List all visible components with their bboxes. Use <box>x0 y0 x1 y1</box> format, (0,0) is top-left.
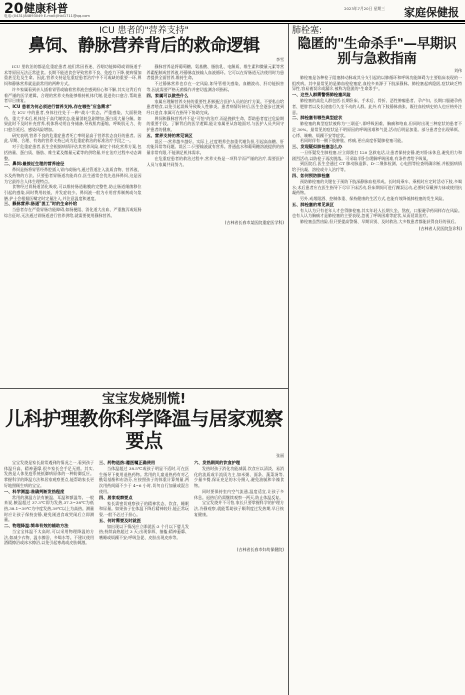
article-body <box>292 75 462 225</box>
paragraph: 肺栓塞的典型症状被称为"三联征",即呼吸困难、胸痛和咯血,但同时出现三种症状的患者不足 30%。最常见的症状是不明原因的呼吸困难和气促,活动后明显加重。部分患者会出现晕厥、心悸、咳嗽、烦躁不安等症状。 <box>292 121 462 138</box>
article-byline: 张丽 <box>276 453 284 458</box>
paragraph: 在 ICU 中的患者,身体往往处于一种"战斗"状态。严重感染、大面积烧伤、重大手术后,机体处于高代谢状态,能量消耗急剧增加,蛋白质大量分解。如果此时不及时补充营养,机体将动用自身储备,导致肌肉萎缩、呼吸肌无力、伤口愈合延迟、感染风险增加。 <box>4 109 142 133</box>
article-byline: 李雪 <box>276 57 284 62</box>
article-headline: 鼻饲、静脉营养背后的救命逻辑 <box>28 36 260 56</box>
paragraph: 肺栓塞是各种栓子阻塞肺动脉或其分支引起的以肺循环和呼吸功能障碍为主要临床表现的一组疾病。其中最常见的是肺血栓栓塞症,血栓多来源于下肢深静脉。肺栓塞起病隐匿,症状缺乏特异性,容易被误诊或漏诊,被称为隐匿的"生命杀手"。 <box>292 75 462 92</box>
paragraph: 一旦怀疑发生肺栓塞,应立即拨打 120 急救电话,让患者保持安静,绝对卧床休息,避免用力和剧烈活动,以防栓子再次脱落。可采取半卧位缓解呼吸困难,有条件者给予吸氧。 <box>292 150 462 161</box>
article-kicker: ICU 患者的"营养支持" <box>99 26 189 36</box>
newspaper-name: 家庭保健报 <box>404 6 459 19</box>
article-credit: (吉林省人民医院急诊科) <box>418 225 462 231</box>
paragraph: 当宝宝体温不太高时,可以采用物理降温的方法,如减少衣物、温水擦浴、多喝水等。不建议使用酒精擦浴或冰水擦浴,以免引起寒战或皮肤刺激。 <box>4 529 94 546</box>
article-kicker: 宝宝发烧别慌! <box>102 392 186 407</box>
paragraph: 另外,戒烟限酒、控制体重、保持健康的生活方式,也能有效降低肺栓塞的发生风险。 <box>300 195 447 201</box>
page-header <box>0 0 465 22</box>
paragraph: 常用的测温方法有腋温、耳温和额温等。一般来说,腋温超过 37.3℃即为发热,37.3~38℃为低热,38.1~39℃为中度发热,39℃以上为高热。测量时应让孩子保持安静,避免刚进食或哭闹后立即测量。 <box>4 494 94 523</box>
paragraph: 鼻饲是指将胃管经鼻腔插入胃内或肠内,通过管道注入流质食物、营养液、水及药物的方法。只要患者胃肠道功能尚存,医生通常会优先选择鼻饲,这是因为它最符合人体生理特点。 <box>4 167 142 184</box>
header-rule <box>0 20 465 22</box>
subheading: 六、发热期间的饮食护理 <box>194 460 241 465</box>
article-kicker: 肺栓塞: <box>292 26 323 36</box>
issue-date: 2023年7月20日 星期三 <box>344 6 385 11</box>
subheading: 五、肺栓塞的常见误区 <box>292 201 334 207</box>
article-icu-nutrition <box>4 26 284 226</box>
text-column <box>4 460 94 546</box>
page-number: 20 <box>4 1 24 17</box>
text-column <box>4 64 142 219</box>
article-byline: 刘伟 <box>454 68 462 73</box>
paragraph: 鼻饲和静脉营养并不是"可怕"的治疗,而是挽救生命、帮助患者度过危险期的重要手段。了解背后的医学逻辑,能让家属更从容地面对,与医护人员共同守护患者的健康。 <box>146 115 284 133</box>
subheading: 四、如何预防肺栓塞 <box>292 172 330 178</box>
article-headline: 隐匿的"生命杀手"—早期识别与急救指南 <box>297 36 457 67</box>
page-section-title: 健康科普 <box>24 2 68 15</box>
subheading: 四、居家观察要点 <box>99 494 133 500</box>
subheading: 二、物理降温:简单有效的辅助方法 <box>4 523 69 529</box>
paragraph: 在危重症患者的救治过程中,营养支持是一项科学而严谨的治疗,需要医护人员与家属共同努力。 <box>146 155 284 167</box>
subheading: 三、药物退热:遵医嘱正确使用 <box>99 460 156 465</box>
paragraph: 研究表明,营养不良的危重症患者死亡率明显高于营养状态良好的患者。因此,早期、合理、有效的营养支持已成为危重症救治的标准治疗手段之一。 <box>4 132 142 144</box>
text-column <box>147 64 285 219</box>
article-body <box>4 460 284 546</box>
paragraph: 发热时孩子消化功能减弱,饮食应以清淡、易消化的流质或半流质为主,如米粥、面条、蔬菜汤等,少量多餐,保证充足的水分摄入,避免油腻和辛辣食物。 <box>194 466 284 489</box>
paragraph: 宝宝发烧并不可怕,家长只要掌握科学的护理方法,冷静观察,就能帮助孩子顺利度过发热期,早日恢复健康。 <box>194 500 284 517</box>
subheading: 二、肺栓塞有哪些典型症状 <box>292 115 343 121</box>
subheading: 一、科学测温:准确判断发热程度 <box>4 488 65 494</box>
paragraph: 当患者存在严重胃肠功能障碍,如肠梗阻、消化道大出血、严重腹泻或短肠综合征时,无法通过胃肠道进行营养供给,就需要使用静脉营养。 <box>4 207 142 219</box>
text-column <box>99 460 189 546</box>
column-divider <box>288 24 289 695</box>
contact-info: 电话:(0431)84893049 E-mail:jlhbl1711@qq.com <box>4 14 90 18</box>
subheading: 四、家属可以做些什么 <box>146 92 189 98</box>
text-column <box>292 75 462 225</box>
paragraph: 如出现以下情况应立即就医:3 个月以下婴儿发热;持续高热超过 3 天;出现惊厥、抽搐;精神萎靡、嗜睡或烦躁不安;呼吸急促、皮肤出现皮疹等。 <box>99 523 189 541</box>
paragraph: 静脉营养是将葡萄糖、氨基酸、脂肪乳、电解质、维生素和微量元素等营养素配制成营养液,经静脉直接输入血液循环。它可以在胃肠道无法使用时为患者提供全面营养,维持生命。 <box>146 64 284 81</box>
paragraph: 到医院后,医生会通过 CT 肺动脉造影、D-二聚体检测、心电图等检查明确诊断,并根据病情给予抗凝、溶栓或介入治疗等。 <box>292 161 462 173</box>
paragraph: 同时要保持室内空气流通,温度适宜,让孩子多休息。退热后仍需继续观察一两天,防止体温反复。 <box>194 488 284 500</box>
paragraph: 宝宝发烧是家长最常遇到的情况之一,看到孩子体温升高、精神萎靡,很多家长会手足无措。其实,发热是人体免疫系统抵御病原体的一种防御反应。掌握科学的降温方法和居家观察要点,能帮助家长更好地照顾生病的宝宝。 <box>4 460 94 488</box>
paragraph: 不过静脉营养也存在一定风险,如导管相关感染、血糖波动、肝功能损害等,因此需要严格无菌操作并密切监测各项指标。 <box>146 81 284 92</box>
paragraph: 若同时伴有一侧下肢肿胀、疼痛,更应高度怀疑肺栓塞可能。 <box>300 138 406 144</box>
paragraph: ICU 里收治的都是危重症患者,他们常因昏迷、吞咽功能障碍或胃肠道手术等原因无法正常进食。长期不能进食会导致营养不良、免疫力下降,使病情加重甚至危及生命。因此,营养支持是危重症患者治疗中不可或缺的重要一环,鼻饲和静脉营养就是最常用的两种方式。 <box>4 64 142 87</box>
paragraph: 肺栓塞的高危人群包括:长期卧床、手术后、骨折、恶性肿瘤患者、孕产妇、长期口服避孕药者、肥胖者以及长途旅行久坐不动的人群。此外,有下肢静脉曲张、既往血栓病史的人也应格外注意。 <box>292 98 462 115</box>
paragraph: 有人认为只有老年人才会得肺栓塞,其实年轻人长期久坐、熬夜、口服避孕药同样存在风险。也有人认为胸痛才是肺栓塞的主要表现,忽视了呼吸困难等症状,从而延误治疗。 <box>292 207 462 219</box>
article-pulmonary-embolism <box>292 26 462 232</box>
paragraph: 误区一:营养越多越好。实际上,过度喂养会加重代谢负担,引起高血糖、肝功能异常等问题。误区二:只要输液就有营养。普通盐水和葡萄糖溶液提供的热量非常有限,不能满足机体需求。 <box>146 138 284 156</box>
article-headline: 儿科护理教你科学降温与居家观察要点 <box>5 408 283 452</box>
subheading: 五、何时需要及时就医 <box>99 517 141 523</box>
subheading: 一、ICU 患者为何必须进行营养支持,存在哪些"应急需求" <box>4 103 112 109</box>
text-column <box>194 460 284 546</box>
header-rule-thin <box>0 23 465 24</box>
paragraph: 肺栓塞虽然凶险,但只要提高警惕、早期识别、及时救治,大多数患者都能获得良好的预后。 <box>300 219 459 225</box>
paragraph: 家长需密切观察孩子的精神状态、饮食、睡眠和尿量。如果孩子在体温下降后精神较好,能正常玩耍,一般不必过于担心。 <box>99 500 189 517</box>
subheading: 一、这些人群需警惕肺栓塞风险 <box>292 92 351 98</box>
subheading: 三、发现疑似肺栓塞怎么办 <box>292 144 343 150</box>
article-credit: (吉林省长春市某医院重症医学科) <box>224 219 284 225</box>
article-child-fever <box>4 392 284 553</box>
article-credit: (吉林省长春市妇幼保健院) <box>236 547 284 553</box>
paragraph: 家属应理解营养支持的重要性,积极配合医护人员的治疗方案。不要私自给患者喂食,以免引起误吸导致吸入性肺炎。患者病情好转后,医生会逐步过渡到经口进食,家属可在指导下协助完成。 <box>146 98 284 115</box>
section-divider <box>0 388 288 389</box>
paragraph: 预防肺栓塞的关键在于预防下肢深静脉血栓形成。长时间乘车、乘机时应定时活动下肢,多喝水;术后患者应在医生指导下尽早下床活动,卧床期间可进行踝泵运动,必要时穿戴弹力袜或使用抗凝药物。 <box>292 178 462 196</box>
subheading: 三、静脉营养:肠道"罢工"时的生命补给 <box>4 201 78 207</box>
paragraph: 当体温超过 38.5℃或孩子明显不适时,可在医生指导下使用退热药物。常用的儿童退热药有对乙酰氨基酚和布洛芬,应按照孩子的体重计算剂量,两次用药间隔不少于 4~6 小时,切勿自行加量或混合使用。 <box>99 466 189 494</box>
paragraph: 对于危重症患者,医生会根据病情评估其营养风险,制定个体化营养方案,包括热量、蛋白质、脂肪、维生素及微量元素等的供给量,并在治疗过程中动态调整。 <box>4 144 142 161</box>
subheading: 二、鼻饲:最接近生理的营养途径 <box>4 161 65 167</box>
subheading: 五、营养支持的常见误区 <box>146 132 193 138</box>
article-body <box>4 64 284 219</box>
paragraph: 许多家属看到亲人插着胃管或输着营养液会感到担心和不解,其实这背后有着严谨的医学逻辑。合理的营养支持能够维持机体代谢,促进伤口愈合,帮助患者早日康复。 <box>4 86 142 104</box>
paragraph: 食物经过胃肠道消化吸收,可以维持肠道黏膜的完整性,防止肠道细菌移位引起的感染,同时费用较低、并发症较少。鼻饲液一般为专用营养制剂或匀浆膳,护士会根据医嘱定时定量注入,并注意温度和速度。 <box>4 184 142 201</box>
